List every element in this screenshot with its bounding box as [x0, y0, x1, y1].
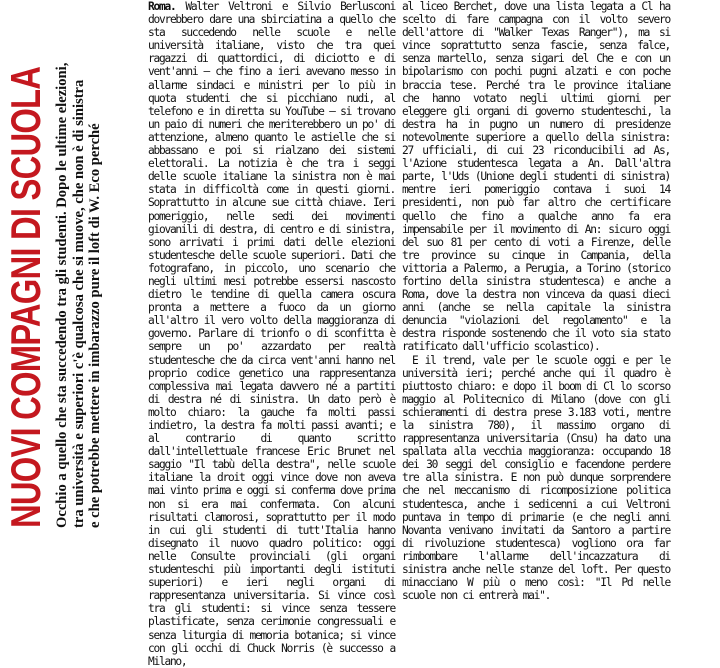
article-text: Walter Veltroni e Silvio Berlusconi dovrebbero dare una sbirciatina a quello che sta succedendo nelle scuole e nelle università italiane, visto che tra quei ragazzi di quattordici, di diciotto e di vent'anni – che fino a ieri avevano messo in allarme sindaci e ministri per lo più in quota studenti che si picchiano nudi, al telefono e in diretta su YouTube – si trovano un paio di numeri che meriterebbero un po' di attenzione, almeno quanto le astielle che si abbassano e poi si rialzano dei sistemi elettorali. La notizia è che tra i seggi delle scuole italiane la sinistra non è mai stata in difficoltà come in questi giorni. Soprattutto in alcune sue città chiave. Ieri pomeriggio, nelle sedi dei movimenti giovanili di destra, di centro e di sinistra, sono arrivati i primi dati delle elezioni studentesche delle scuole superiori. Dati che fotografano, in piccolo, uno scenario che negli ultimi mesi potrebbe essersi nascosto dietro le tendine di quella camera oscura pronta a mettere a fuoco da un giorno all'altro il vero volto della maggioranza di governo. Parlare di trionfo o di sconfitta è sempre un po' azzardato per realtà studentesche che da circa vent'anni hanno nel proprio codice genetico una rappresentanza complessiva mai legata davvero né a partiti di destra né di sinistra. Un dato però è molto chiaro: la gauche fa molti passi indietro, la destra fa molti passi avanti; e al contrario di quanto scritto dall'intellettuale francese Eric Brunet nel saggio "Il tabù della destra", nelle scuole italiane la droit oggi vince dove non aveva mai vinto prima e oggi si conferma dove prima non si era mai confermata. Con alcuni risultati clamorosi, soprattutto per il modo in cui gli studenti di tutt'Italia hanno disegnato il nuovo quadro politico: oggi nelle Consulte provinciali (gli organi studenteschi più importanti degli istituti superiori) e ieri negli organi di rappresentanza universitaria. Si vince così tra gli studenti: si vince senza tessere plastificate, senza cerimonie congressuali e senza liturgia di memoria botanica; si vince con gli occhi di Chuck Norris (è successo a Milano,	[148, 0, 395, 668]
article-column-1	[148, 0, 395, 668]
headline: NUOVI COMPAGNI DI SCUOLA	[2, 66, 49, 528]
article-paragraph: al liceo Berchet, dove una lista legata a Cl ha scelto di fare campagna con il volto severo dell'attore di "Walker Texas Ranger"), ma si vince soprattutto senza fascie, senza falce, senza martello, senza sigari del Che e con un bipolarismo con pochi pugni alzati e con poche braccia tese. Perché tra le province italiane che hanno votato negli ultimi giorni per eleggere gli organi di governo studenteschi, la destra ha in pugno un numero di presidenze notevolmente superiore a quello della sinistra: 27 ufficiali, di cui 23 riconducibili ad As, l'Azione studentesca legata a An. Dall'altra parte, l'Uds (Unione degli studenti di sinistra) mentre ieri pomeriggio contava i suoi 14 presidenti, non può far altro che certificare quello che fino a qualche anno fa era impensabile per il movimento di An: sicuro oggi del suo 81 per cento di voti a Firenze, delle tre province su cinque in Campania, della vittoria a Palermo, a Perugia, a Torino (storico fortino della sinistra studentesca) e anche a Roma, dove la destra non vinceva da quasi dieci anni (anche se nella capitale la sinistra denuncia "violazioni del regolamento" e la destra risponde sostenendo che il voto sia stato ratificato dall'ufficio scolastico).	[402, 0, 670, 354]
subhead-line: tra università e superiori c'è qualcosa che si muove, che non è di sinistra	[70, 79, 87, 528]
subhead-line: Occhio a quello che sta succedendo tra gli studenti. Dopo le ultime elezioni,	[54, 62, 70, 528]
rotated-headline-block	[0, 10, 148, 540]
subhead-line: e che potrebbe mettere in imbarazzo pure il loft di W. Eco perché	[87, 123, 103, 528]
article-column-2	[402, 0, 670, 603]
headline-band	[0, 0, 150, 540]
article-paragraph	[148, 0, 395, 668]
dateline: Roma.	[148, 0, 176, 13]
subhead	[54, 16, 104, 528]
article-paragraph: E il trend, vale per le scuole oggi e per le università ieri; perché anche qui il quadro è piuttosto chiaro: e dopo il boom di Cl lo scorso maggio al Politecnico di Milano (dove con gli schieramenti di destra prese 3.183 voti, mentre la sinistra 780), il massimo organo di rappresentanza universitaria (Cnsu) ha dato una spallata alla vecchia maggioranza: occupando 18 dei 30 seggi del consiglio e facendone perdere tre alla sinistra. E non può dunque sorprendere che nel meccanismo di ricomposizione politica studentesca, anche i sedicenni a cui Veltroni puntava in tempo di primarie (e che negli anni Novanta venivano invitati da Santoro a partire di rivoluzione studentesca) vogliono ora far rimbombare l'allarme dell'incazzatura di sinistra anche nelle stanze del loft. Per questo minacciano W più o meno così: "Il Pd nelle scuole non ci entrerà mai".	[402, 353, 670, 603]
